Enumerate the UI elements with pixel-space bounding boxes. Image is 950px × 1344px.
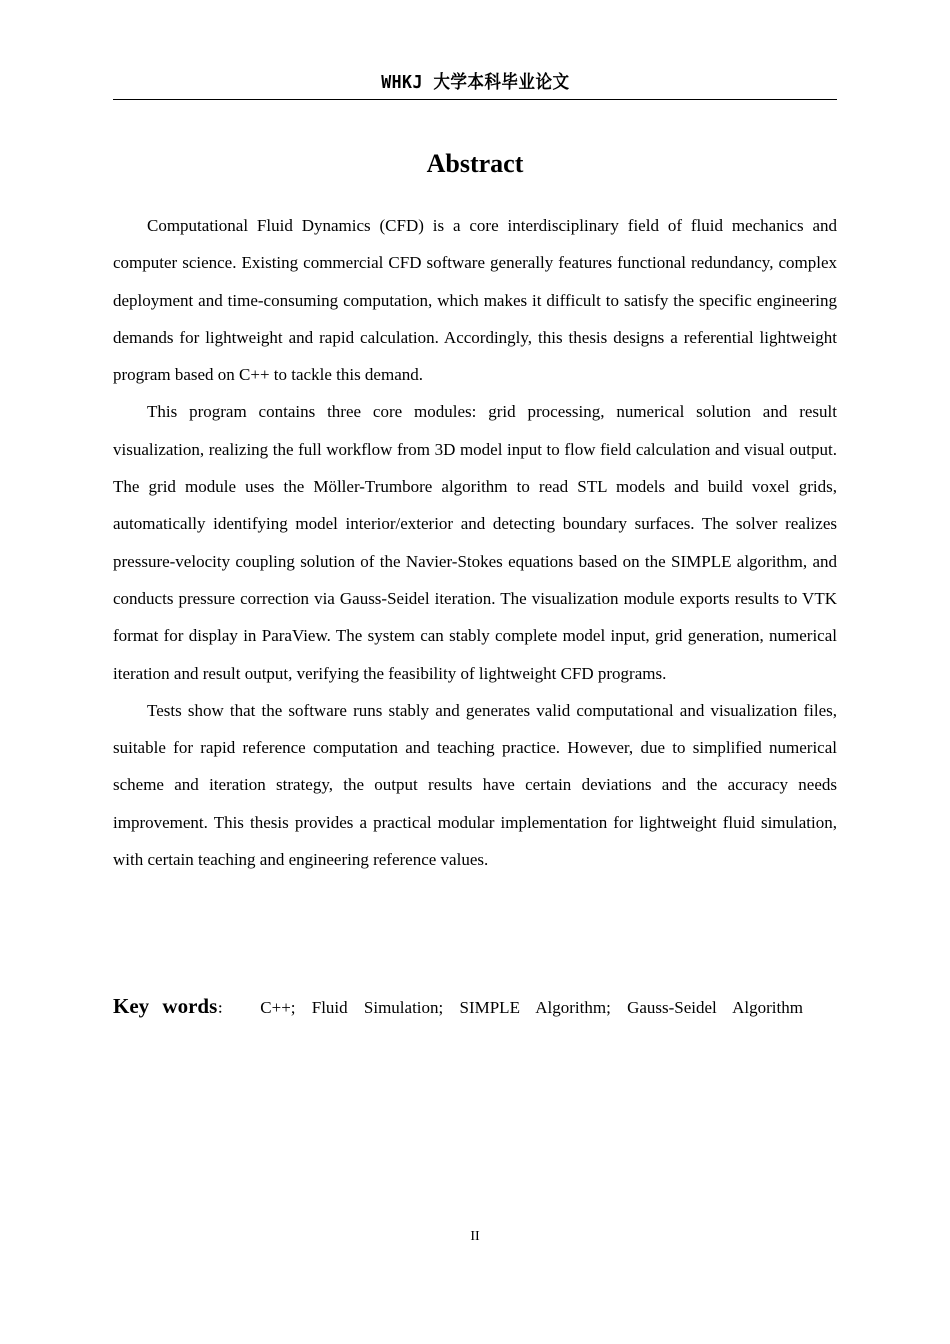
keywords-colon: ： — [217, 1001, 231, 1016]
keywords-label: Key words — [113, 994, 218, 1018]
abstract-paragraph-2: This program contains three core modules: grid processing, numerical solution and result visualization, realizing the full workflow from 3D model input to flow field calculation and visual output. The grid module uses the Möller-Trumbore algorithm to read STL models and build voxel grids, automatically identifying model interior/exterior and detecting boundary surfaces. The solver realizes pressure-velocity coupling solution of the Navier-Stokes equations based on the SIMPLE algorithm, and conducts pressure correction via Gauss-Seidel iteration. The visualization module exports results to VTK format for display in ParaView. The system can stably complete model input, grid generation, numerical iteration and result output, verifying the feasibility of lightweight CFD programs. — [113, 402, 837, 683]
page-header — [113, 70, 837, 100]
keywords — [113, 988, 837, 1028]
abstract-body — [113, 207, 837, 878]
page-number: II — [470, 1229, 480, 1244]
keywords-values: C++; Fluid Simulation; SIMPLE Algorithm; Gauss-Seidel Algorithm — [260, 998, 803, 1017]
header-title: WHKJ 大学本科毕业论文 — [380, 72, 570, 93]
abstract-paragraph-1: Computational Fluid Dynamics (CFD) is a core interdisciplinary field of fluid mechanics and computer science. Existing commercial CFD software generally features functional redundancy, complex deployment and time-consuming computation, which makes it difficult to satisfy the specific engineering demands for lightweight and rapid calculation. Accordingly, this thesis designs a referential lightweight program based on C++ to tackle this demand. — [113, 216, 837, 385]
page-title: Abstract — [426, 149, 524, 178]
abstract-paragraph-3: Tests show that the software runs stably and generates valid computational and visualization files, suitable for rapid reference computation and teaching practice. However, due to simplified numerical scheme and iteration strategy, the output results have certain deviations and the accuracy needs improvement. This thesis provides a practical modular implementation for lightweight fluid simulation, with certain teaching and engineering reference values. — [113, 700, 837, 870]
